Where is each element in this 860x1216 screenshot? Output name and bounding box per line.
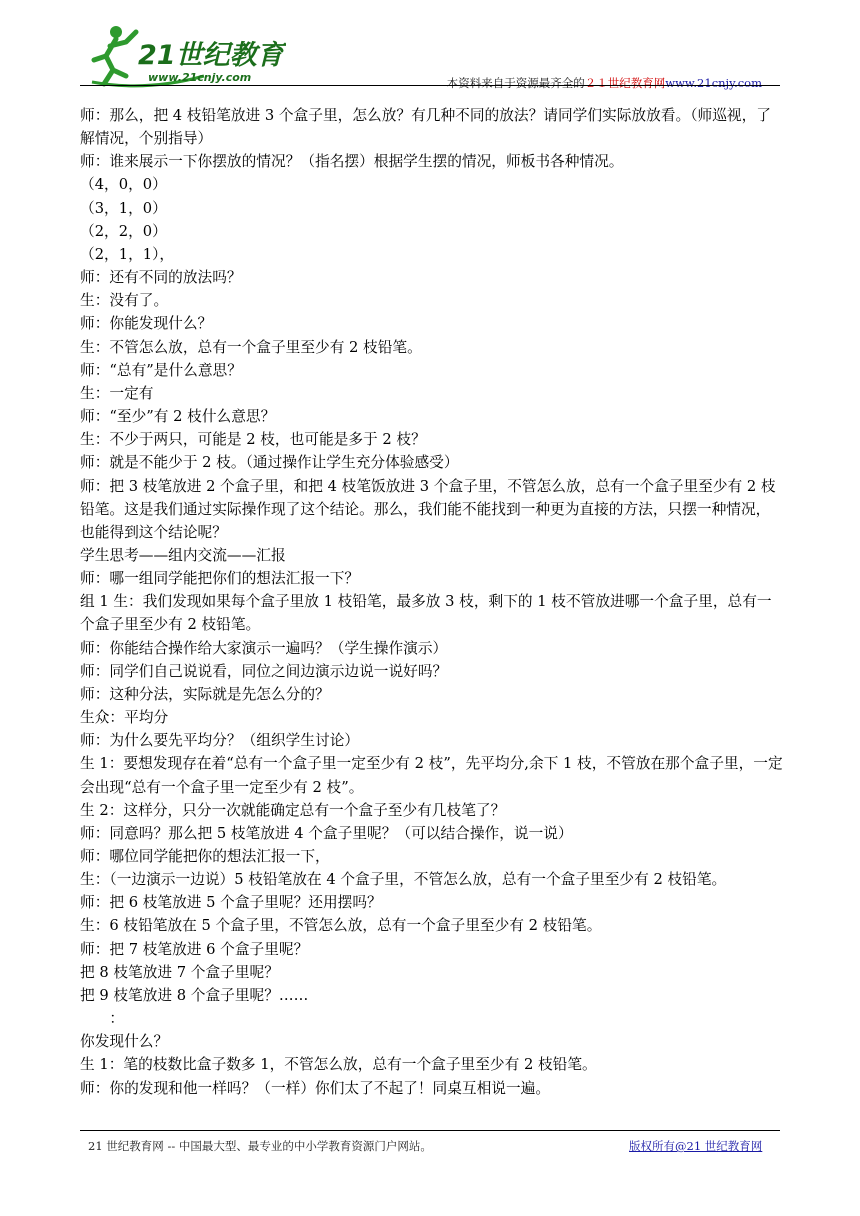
body-line: （4，0，0）	[80, 176, 167, 194]
body-line: 师：哪位同学能把你的想法汇报一下，	[80, 848, 330, 865]
body-line: 师：“总有”是什么意思？	[80, 361, 242, 379]
logo-figure-body	[94, 32, 136, 84]
body-line: 师：这种分法，实际就是先怎么分的？	[80, 685, 330, 703]
body-line: 生：6 枝铅笔放在 5 个盒子里，不管怎么放，总有一个盒子里至少有 2 枝铅笔。	[80, 917, 602, 935]
logo-figure-head	[110, 26, 122, 38]
logo-url-text: www.21cnjy.com	[148, 71, 252, 84]
logo-main-text: 21世纪教育	[138, 40, 284, 71]
body-line: （2，1，1），	[80, 245, 175, 263]
body-line: 师：同意吗？那么把 5 枝笔放进 4 个盒子里呢？（可以结合操作，说一说）	[80, 824, 573, 842]
footer-divider	[80, 1130, 780, 1131]
body-line: 生：不管怎么放，总有一个盒子里至少有 2 枝铅笔。	[80, 338, 422, 356]
body-line: 师：把 3 枝笔放进 2 个盒子里，和把 4 枝笔饭放进 3 个盒子里，不管怎么放，总有一个盒子里至少有 2 枝铅笔。这是我们通过实际操作现了这个结论。那么，我们能不能找到一种更为直接的方法，只摆一种情况，也能得到这个结论呢？	[80, 477, 776, 541]
body-line: 生：没有了。	[80, 292, 169, 310]
body-line: 生 1：要想发现存在着“总有一个盒子里一定至少有 2 枝”，先平均分,余下 1 枝，不管放在那个盒子里，一定会出现“总有一个盒子里一定至少有 2 枝”。	[80, 755, 783, 796]
site-logo	[86, 18, 286, 90]
body-line: 师：为什么要先平均分？（组织学生讨论）	[80, 732, 360, 750]
body-line: 学生思考——组内交流——汇报	[80, 546, 286, 564]
body-line: 师：哪一组同学能把你们的想法汇报一下？	[80, 570, 360, 588]
header-source-note	[447, 75, 762, 91]
body-line: 师：那么，把 4 枝铅笔放进 3 个盒子里，怎么放？有几种不同的放法？请同学们实际放放看。（师巡视，了解情况，个别指导）	[80, 107, 771, 148]
body-line: 生众：平均分	[80, 709, 169, 727]
body-line: （2，2，0）	[80, 222, 167, 240]
body-line: 师：还有不同的放法吗？	[80, 269, 242, 287]
footer-description: 21 世纪教育网 -- 中国最大型、最专业的中小学教育资源门户网站。	[88, 1139, 432, 1153]
body-line: 师：“至少”有 2 枝什么意思？	[80, 408, 276, 426]
body-line: 师：你的发现和他一样吗？（一样）你们太了不起了！同桌互相说一遍。	[80, 1079, 551, 1097]
body-line: （3，1，0）	[80, 199, 167, 217]
header-note-prefix: 本资料来自于资源最齐全的	[446, 76, 585, 90]
header-divider	[80, 85, 780, 86]
body-line: 生：（一边演示一边说）5 枝铅笔放在 4 个盒子里，不管怎么放，总有一个盒子里至少有 2 枝铅笔。	[80, 871, 727, 889]
body-line: 师：把 6 枝笔放进 5 个盒子里呢？还用摆吗？	[80, 894, 382, 912]
body-line: 师：你能发现什么？	[80, 315, 213, 333]
body-line: 把 8 枝笔放进 7 个盒子里呢？	[80, 963, 279, 981]
header-note-url[interactable]: www.21cnjy.com	[665, 76, 762, 90]
body-line: ：	[80, 1010, 125, 1028]
body-line: 师：你能结合操作给大家演示一遍吗？（学生操作演示）	[80, 639, 448, 657]
body-line: 你发现什么？	[80, 1033, 169, 1051]
body-line: 把 9 枝笔放进 8 个盒子里呢？……	[80, 986, 309, 1004]
body-line: 生 1：笔的枝数比盒子数多 1，不管怎么放，总有一个盒子里至少有 2 枝铅笔。	[80, 1056, 597, 1074]
header-note-highlight: ２１世纪教育网	[584, 76, 666, 90]
body-line: 师：就是不能少于 2 枝。（通过操作让学生充分体验感受）	[80, 454, 459, 472]
body-line: 生 2：这样分，只分一次就能确定总有一个盒子至少有几枝笔了？	[80, 801, 506, 819]
body-line: 生：一定有	[80, 384, 154, 402]
body-line: 师：同学们自己说说看，同位之间边演示边说一说好吗？	[80, 662, 448, 680]
body-line: 组 1 生：我们发现如果每个盒子里放 1 枝铅笔，最多放 3 枝，剩下的 1 枝不管放进哪一个盒子里，总有一个盒子里至少有 2 枝铅笔。	[80, 593, 772, 634]
body-line: 生：不少于两只，可能是 2 枝，也可能是多于 2 枝？	[80, 431, 426, 449]
footer-copyright-link[interactable]: 版权所有@21 世纪教育网	[629, 1139, 763, 1153]
body-line: 师：谁来展示一下你摆放的情况？（指名摆）根据学生摆的情况，师板书各种情况。	[80, 153, 624, 171]
body-line: 师：把 7 枝笔放进 6 个盒子里呢？	[80, 940, 309, 958]
page-header	[80, 14, 780, 90]
document-body	[80, 104, 784, 1100]
